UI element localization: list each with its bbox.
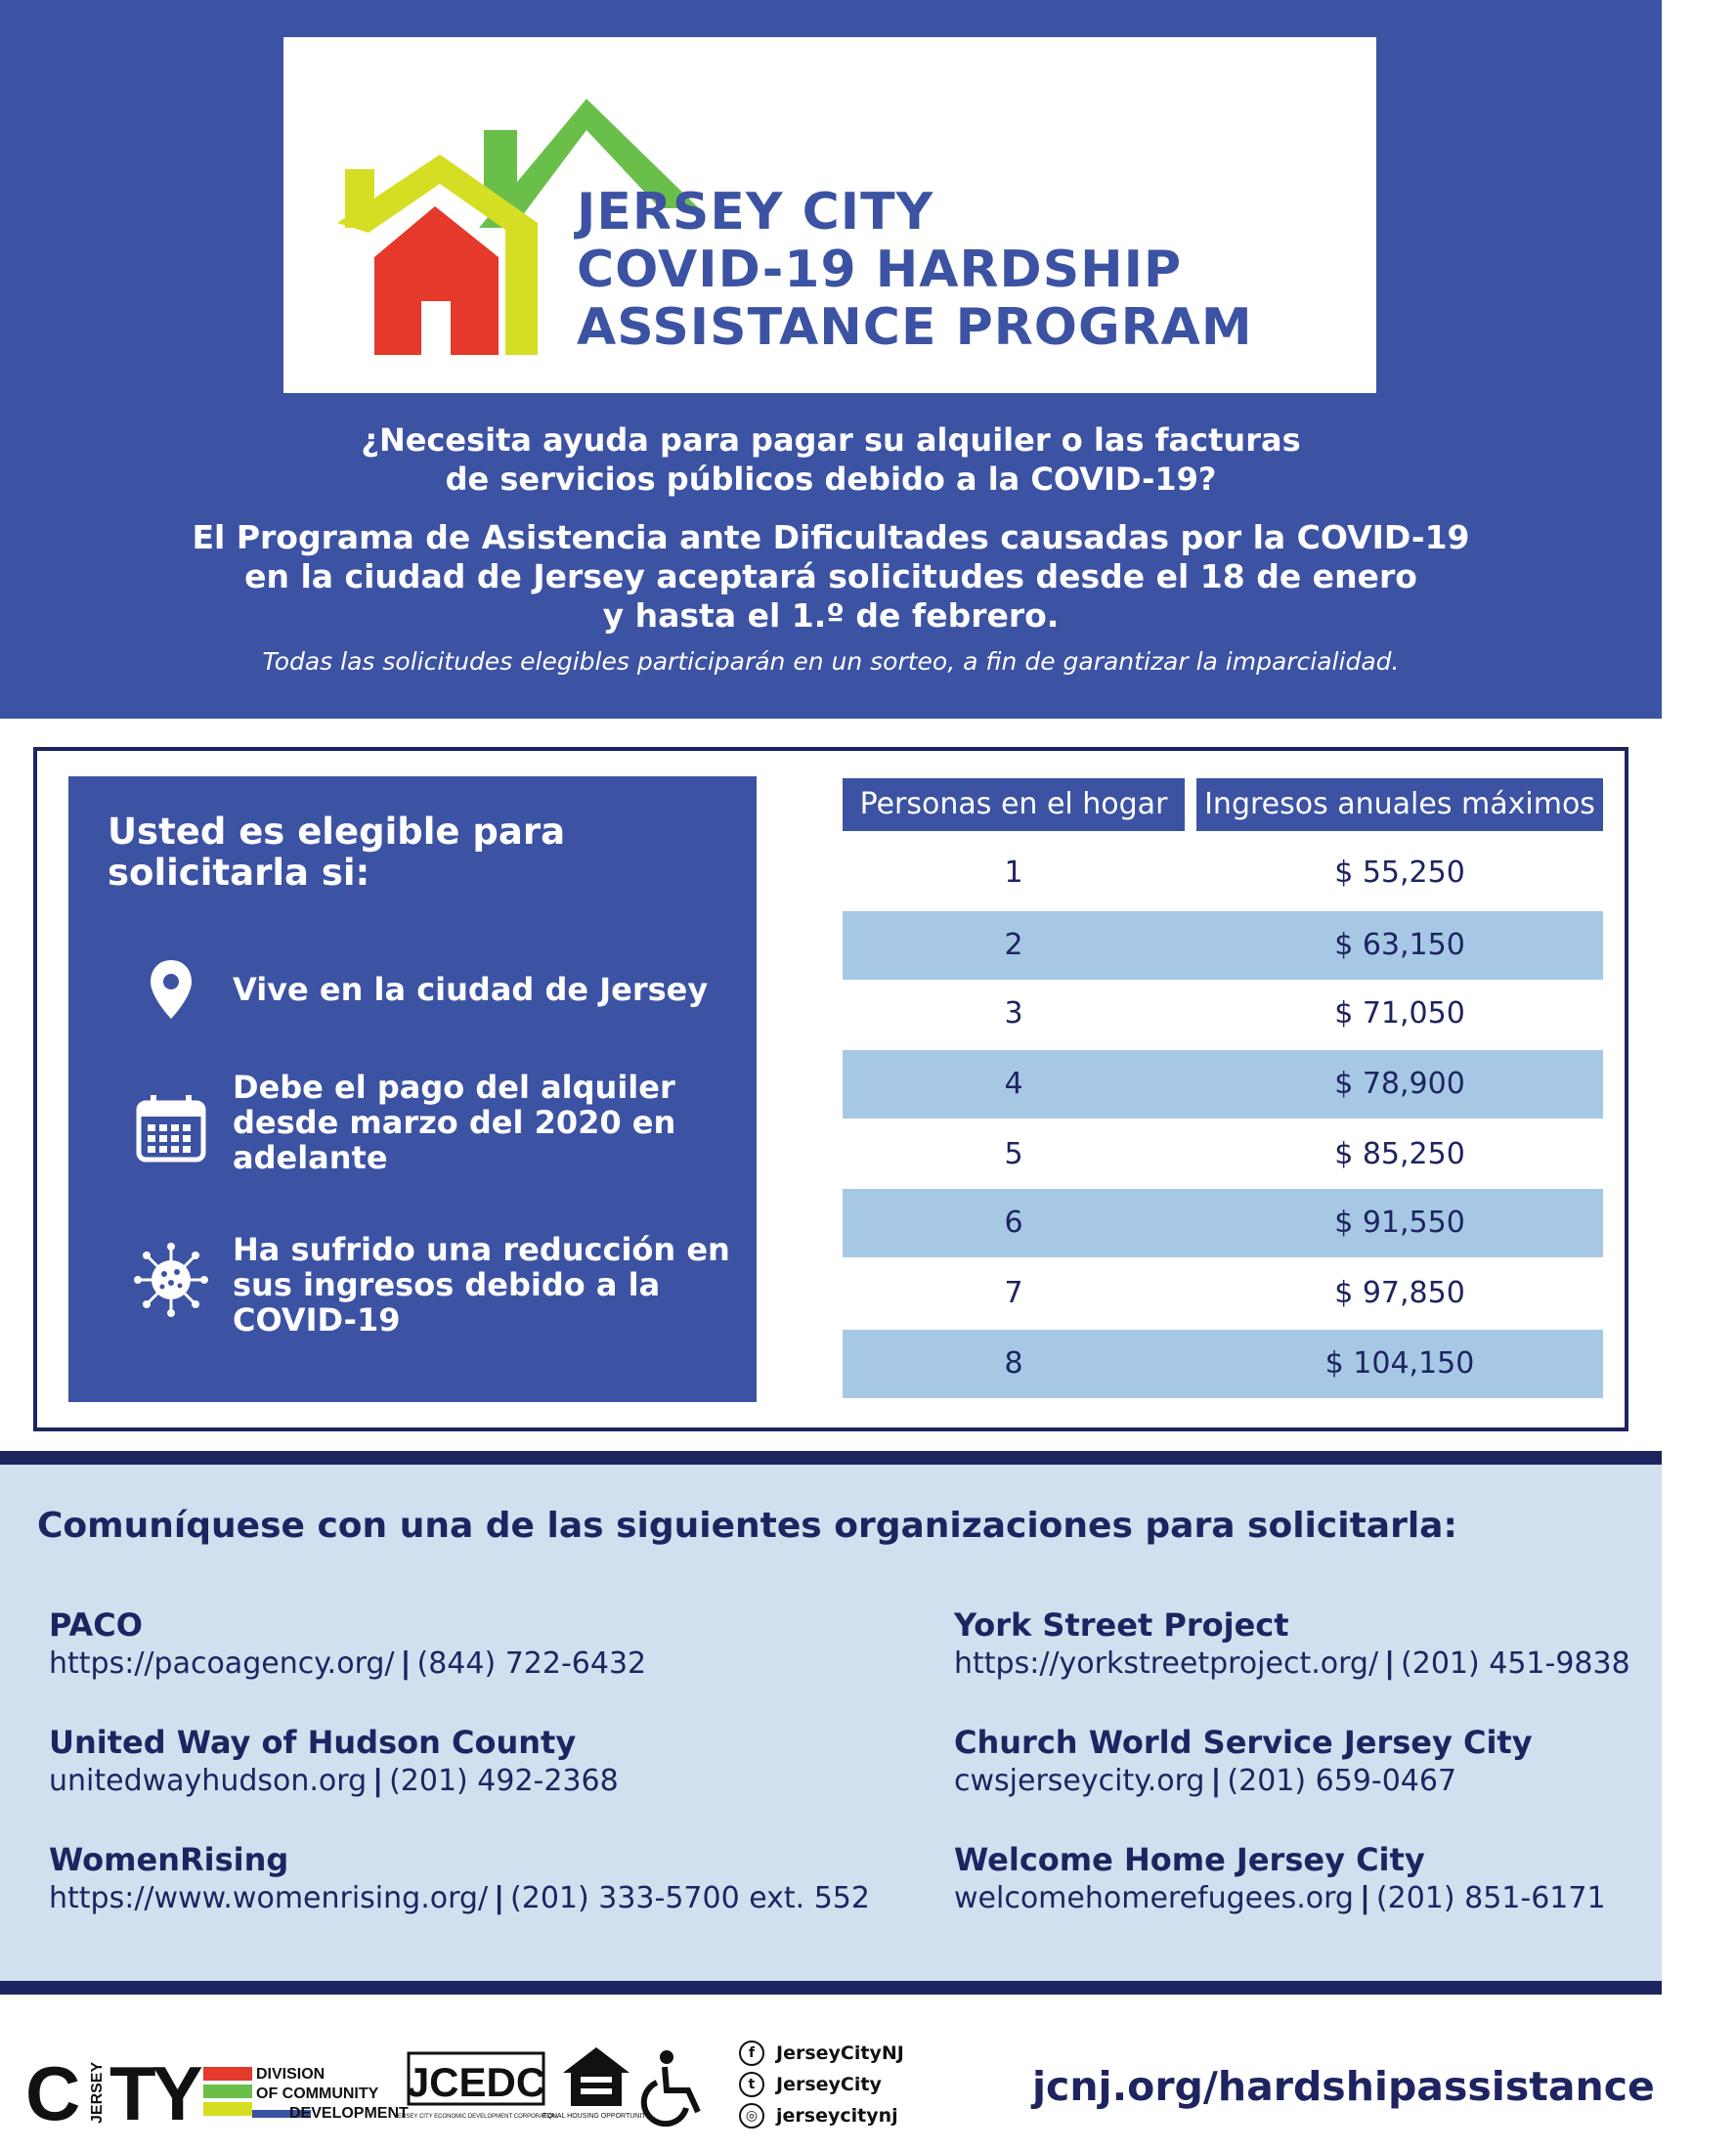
accessibility-icon	[637, 2047, 712, 2126]
org-contact-line	[49, 1762, 831, 1801]
people-cell: 1	[1004, 856, 1023, 890]
virus-icon	[133, 1242, 209, 1318]
calendar-icon	[133, 1091, 209, 1167]
separator: |	[372, 1764, 384, 1798]
org-name: York Street Project	[954, 1606, 1289, 1644]
org-womenrising	[49, 1840, 870, 1918]
separator: |	[1359, 1881, 1370, 1915]
hero-announcement	[0, 518, 1662, 636]
income-cell: $ 55,250	[1334, 856, 1465, 890]
org-contact-line	[49, 1879, 870, 1918]
people-cell: 2	[1004, 928, 1023, 962]
social-handle: jerseycitynj	[776, 2105, 898, 2127]
eligibility-text-rent: Debe el pago del alquiler desde marzo del 2020 en adelante	[233, 1069, 676, 1176]
program-logo	[283, 37, 1376, 393]
question-line-1: ¿Necesita ayuda para pagar su alquiler o las facturas	[361, 421, 1301, 459]
people-cell: 7	[1004, 1276, 1023, 1310]
org-name: Welcome Home Jersey City	[954, 1841, 1425, 1878]
income-cell: $ 97,850	[1334, 1276, 1465, 1310]
table-row	[843, 980, 1603, 1048]
org-york-street	[954, 1605, 1736, 1684]
contact-title: Comuníquese con una de las siguientes organizaciones para solicitarla:	[37, 1506, 1457, 1546]
table-row	[843, 1050, 1603, 1119]
org-url-link[interactable]: welcomehomerefugees.org	[954, 1881, 1354, 1915]
jcedc-logo	[395, 2047, 557, 2126]
division-line-3: DEVELOPMENT	[289, 2105, 409, 2122]
table-row	[843, 1259, 1603, 1328]
org-name: WomenRising	[49, 1841, 289, 1878]
contact-divider-bottom	[0, 1981, 1662, 1995]
table-row	[843, 911, 1603, 980]
announce-line-1: El Programa de Asistencia ante Dificultades causadas por la COVID-19	[192, 518, 1470, 556]
org-church-world-service	[954, 1723, 1736, 1801]
social-handle: JerseyCityNJ	[776, 2042, 904, 2064]
org-contact-line	[954, 1645, 1736, 1684]
eligibility-text-income: Ha sufrido una reducción en sus ingresos debido a la COVID-19	[233, 1231, 730, 1339]
separator: |	[494, 1881, 505, 1915]
people-cell: 4	[1004, 1067, 1023, 1101]
question-line-2: de servicios públicos debido a la COVID-19?	[445, 461, 1217, 498]
income-cell: $ 71,050	[1334, 996, 1465, 1031]
org-url-link[interactable]: unitedwayhudson.org	[49, 1764, 368, 1798]
eligibility-title: Usted es elegible para solicitarla si:	[108, 811, 566, 894]
instagram-icon: ◎	[739, 2103, 764, 2129]
income-cell: $ 63,150	[1334, 928, 1465, 962]
location-pin-icon	[133, 952, 209, 1029]
org-contact-line	[49, 1645, 831, 1684]
social-links	[739, 2038, 904, 2131]
svg-text:JERSEY: JERSEY	[89, 2061, 106, 2124]
svg-text:C: C	[25, 2050, 81, 2136]
jcedc-text: JCEDC	[406, 2059, 546, 2105]
table-header-people: Personas en el hogar	[843, 778, 1185, 831]
table-row	[843, 839, 1603, 907]
income-cell: $ 91,550	[1334, 1206, 1465, 1240]
separator: |	[1384, 1646, 1396, 1681]
equal-housing-icon	[542, 2043, 651, 2131]
org-phone: (201) 659-0467	[1227, 1764, 1457, 1798]
org-name: Church World Service Jersey City	[954, 1724, 1533, 1761]
income-cell: $ 104,150	[1324, 1346, 1475, 1381]
title-line-3: ASSISTANCE PROGRAM	[577, 298, 1253, 357]
org-url-link[interactable]: https://www.womenrising.org/	[49, 1881, 489, 1915]
jersey-city-logo	[25, 2045, 409, 2136]
announce-line-3: y hasta el 1.º de febrero.	[602, 596, 1060, 635]
separator: |	[400, 1646, 412, 1681]
people-cell: 8	[1004, 1346, 1023, 1381]
hero-banner	[0, 0, 1662, 719]
eligibility-panel	[68, 776, 757, 1402]
table-row	[843, 1120, 1603, 1189]
org-name: United Way of Hudson County	[49, 1724, 577, 1761]
eligibility-frame	[33, 747, 1628, 1431]
people-cell: 6	[1004, 1206, 1023, 1240]
social-twitter[interactable]	[739, 2069, 904, 2100]
org-contact-line	[954, 1762, 1736, 1801]
org-phone: (201) 492-2368	[389, 1764, 619, 1798]
org-welcome-home	[954, 1840, 1736, 1918]
table-row	[843, 1189, 1603, 1257]
org-contact-line	[954, 1879, 1736, 1918]
division-line-2: OF COMMUNITY	[256, 2085, 379, 2102]
social-handle: JerseyCity	[776, 2074, 882, 2095]
title-line-2: COVID-19 HARDSHIP	[577, 241, 1183, 299]
twitter-icon: t	[739, 2072, 764, 2097]
org-phone: (201) 451-9838	[1401, 1646, 1630, 1681]
facebook-icon: f	[739, 2041, 764, 2066]
hero-question	[0, 420, 1662, 499]
social-instagram[interactable]	[739, 2100, 904, 2131]
contact-divider-top	[0, 1451, 1662, 1465]
website-link[interactable]: jcnj.org/hardshipassistance	[1032, 2063, 1655, 2110]
jcedc-subtext: JERSEY CITY ECONOMIC DEVELOPMENT CORPORATION	[395, 2114, 557, 2120]
org-phone: (201) 851-6171	[1375, 1881, 1606, 1915]
people-cell: 5	[1004, 1137, 1023, 1171]
table-header-income: Ingresos anuales máximos	[1196, 778, 1603, 831]
eho-text: EQUAL HOUSING OPPORTUNITY	[542, 2113, 651, 2120]
org-name: PACO	[49, 1606, 143, 1644]
contact-section	[0, 1465, 1662, 1981]
title-line-1: JERSEY CITY	[577, 183, 934, 241]
org-phone: (201) 333-5700 ext. 552	[510, 1881, 870, 1915]
income-cell: $ 85,250	[1334, 1137, 1465, 1171]
org-phone: (844) 722-6432	[416, 1646, 647, 1681]
svg-text:TY: TY	[109, 2050, 199, 2136]
org-united-way	[49, 1723, 831, 1801]
footer	[0, 1995, 1662, 2151]
org-url-link[interactable]: cwsjerseycity.org	[954, 1764, 1205, 1798]
announce-line-2: en la ciudad de Jersey aceptará solicitudes desde el 18 de enero	[244, 557, 1417, 595]
social-facebook[interactable]	[739, 2038, 904, 2069]
division-line-1: DIVISION	[256, 2066, 326, 2083]
table-row	[843, 1330, 1603, 1398]
program-title	[577, 184, 1253, 357]
org-url-link[interactable]: https://yorkstreetproject.org/	[954, 1646, 1379, 1681]
lottery-note: Todas las solicitudes elegibles participarán en un sorteo, a fin de garantizar la imparcialidad.	[262, 647, 1400, 676]
people-cell: 3	[1004, 996, 1023, 1031]
org-paco	[49, 1605, 831, 1684]
org-url-link[interactable]: https://pacoagency.org/	[49, 1646, 395, 1681]
eligibility-text-residence: Vive en la ciudad de Jersey	[233, 971, 709, 1008]
income-cell: $ 78,900	[1334, 1067, 1465, 1101]
separator: |	[1210, 1764, 1222, 1798]
